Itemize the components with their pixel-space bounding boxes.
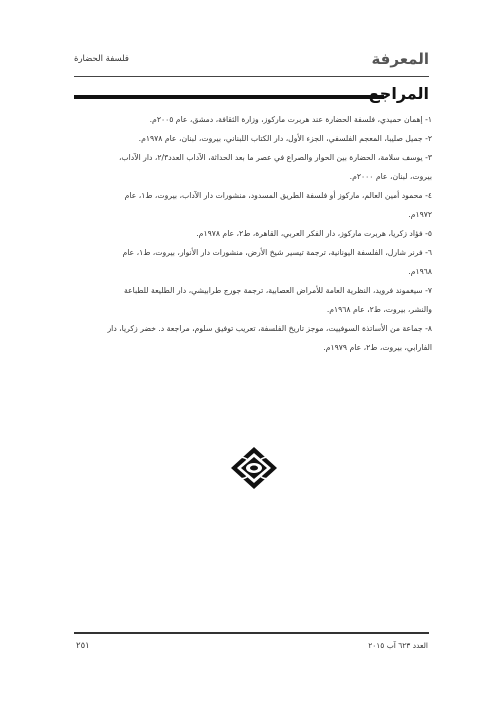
page-number: ٢٥١ [76,641,90,651]
page-header [74,46,429,76]
reference-line: ٣- يوسف سلامة، الحضارة بين الحوار والصراع في عصر ما بعد الحداثة، الآداب العدد٢/٣، دار الآداب، [118,153,432,162]
reference-line: بيروت، لبنان، عام ٢٠٠٠م. [349,172,432,181]
references-heading [74,84,429,112]
reference-line: ٤- محمود أمين العالم، ماركوز أو فلسفة الطريق المسدود، منشورات دار الآداب، بيروت، ط١، عام [124,191,432,200]
reference-line: ٨- جماعة من الأساتذة السوفييت، موجز تاريخ الفلسفة، تعريب توفيق سلوم، مراجعة د. خضر زكريا، دار [107,324,432,333]
ornament-icon [230,446,278,490]
section-title: فلسفة الحضارة [74,54,129,64]
header-divider [74,76,429,77]
reference-line: ٥- فؤاد زكريا، هربرت ماركوز، دار الفكر العربي، القاهرة، ط٢، عام ١٩٧٨م. [196,229,432,238]
reference-line: ١- إهمان حميدي، فلسفة الحضارة عند هربرت ماركوز، وزارة الثقافة، دمشق، عام ٢٠٠٥م. [149,115,432,124]
footer-divider [74,632,429,634]
references-list [74,110,432,357]
reference-line: ٧- سيغموند فرويد، النظرية العامة للأمراض العصابية، ترجمة جورج طرابيشي، دار الطليعة للطباعة [123,286,432,295]
reference-line: الفارابي، بيروت، ط٢، عام ١٩٧٩م. [323,343,432,352]
heading-bar [74,95,384,99]
reference-line: ١٩٦٨م. [408,267,432,276]
issue-info: العدد ٦٢٣ آب ٢٠١٥ [368,641,428,650]
magazine-logo: المعرفة [371,50,429,68]
reference-line: ٢- جميل صليبا، المعجم الفلسفي، الجزء الأول، دار الكتاب اللبناني، بيروت، لبنان، عام ١٩٧٨م. [138,134,432,143]
reference-line: ١٩٧٢م. [408,210,432,219]
reference-line: والنشر، بيروت، ط٢، عام ١٩٦٨م. [326,305,432,314]
references-title: المراجع [368,84,429,103]
reference-line: ٦- فرنر شارل، الفلسفة اليونانية، ترجمة تيسير شيخ الأرض، منشورات دار الأنوار، بيروت، ط١، عام [122,248,432,257]
